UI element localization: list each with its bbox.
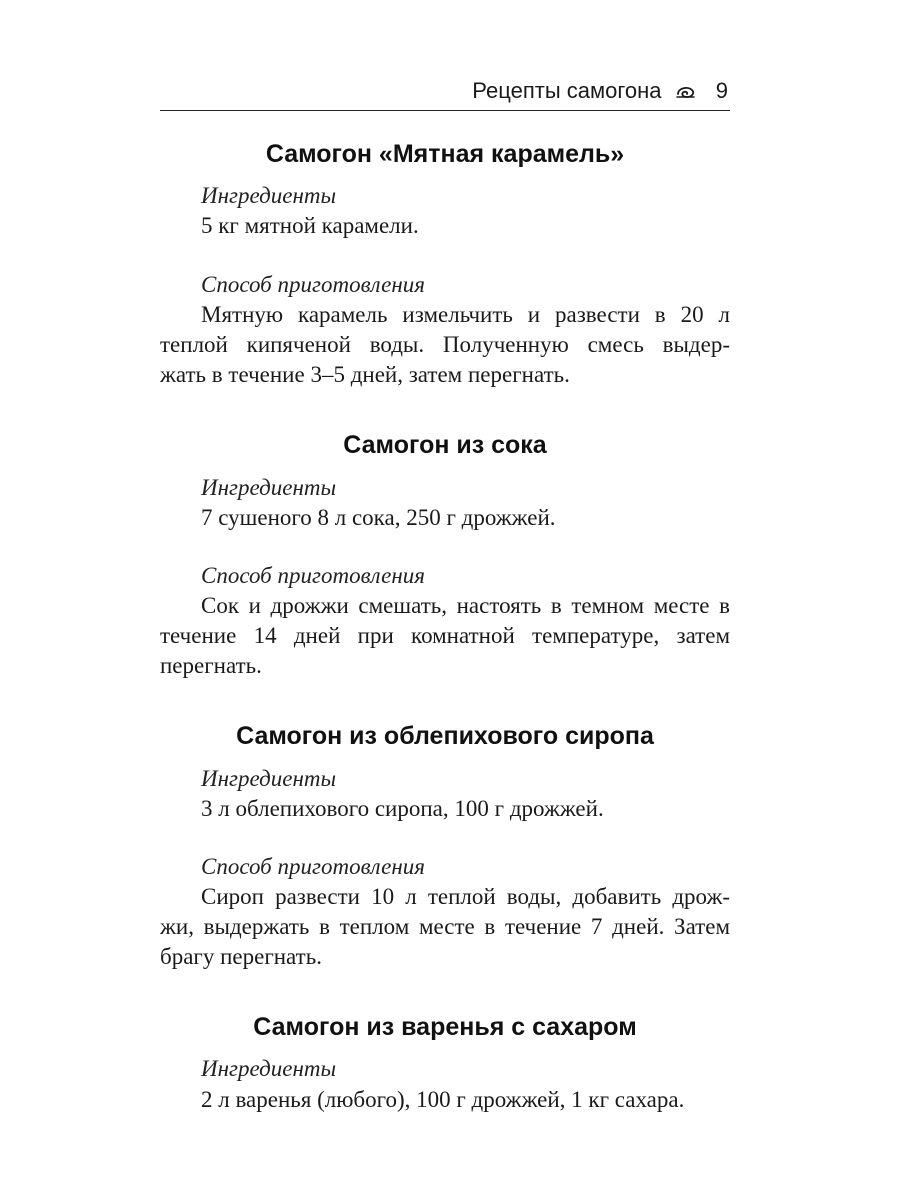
method-line: жать в течение 3–5 дней, затем перегнать.	[160, 362, 570, 387]
method-text	[160, 300, 730, 390]
ingredients-text: 7 сушеного 8 л сока, 250 г дрожжей.	[201, 505, 556, 530]
method-text	[160, 591, 730, 681]
method-line: Сироп развести 10 л теплой воды, добавить дрож-	[201, 884, 730, 909]
method-line: брагу перегнать.	[160, 944, 322, 969]
ingredients-text: 2 л варенья (любого), 100 г дрожжей, 1 кг сахара.	[201, 1087, 685, 1112]
recipe-title: Самогон из варенья с сахаром	[253, 1013, 637, 1041]
method-line: Сок и дрожжи смешать, настоять в темном месте в	[201, 593, 730, 618]
method-label: Способ приготовления	[201, 272, 425, 297]
recipe-title: Самогон из сока	[343, 431, 547, 459]
recipe-title: Самогон из облепихового сиропа	[236, 722, 654, 750]
ingredients-label: Ингредиенты	[201, 766, 337, 791]
method-text	[160, 882, 730, 972]
ingredients-label: Ингредиенты	[201, 475, 337, 500]
method-line: Мятную карамель измельчить и развести в 20 л	[201, 302, 730, 327]
method-line: жи, выдержать в теплом месте в течение 7 дней. Затем	[160, 914, 730, 939]
ingredients-text: 5 кг мятной карамели.	[201, 213, 419, 238]
swirl-ornament-icon	[676, 85, 696, 99]
ingredients-label: Ингредиенты	[201, 1056, 337, 1081]
running-header	[160, 76, 730, 111]
running-header-title: Рецепты самогона	[472, 78, 662, 103]
method-label: Способ приготовления	[201, 563, 425, 588]
recipe-title: Самогон «Мятная карамель»	[265, 140, 625, 168]
ingredients-text: 3 л облепихового сиропа, 100 г дрожжей.	[201, 796, 604, 821]
method-line: течение 14 дней при комнатной температуре, затем	[160, 623, 730, 648]
ingredients-label: Ингредиенты	[201, 183, 337, 208]
method-line: перегнать.	[160, 653, 262, 678]
method-line: теплой кипяченой воды. Полученную смесь выдер-	[160, 332, 730, 357]
method-label: Способ приготовления	[201, 854, 425, 879]
page-number: 9	[715, 78, 728, 103]
